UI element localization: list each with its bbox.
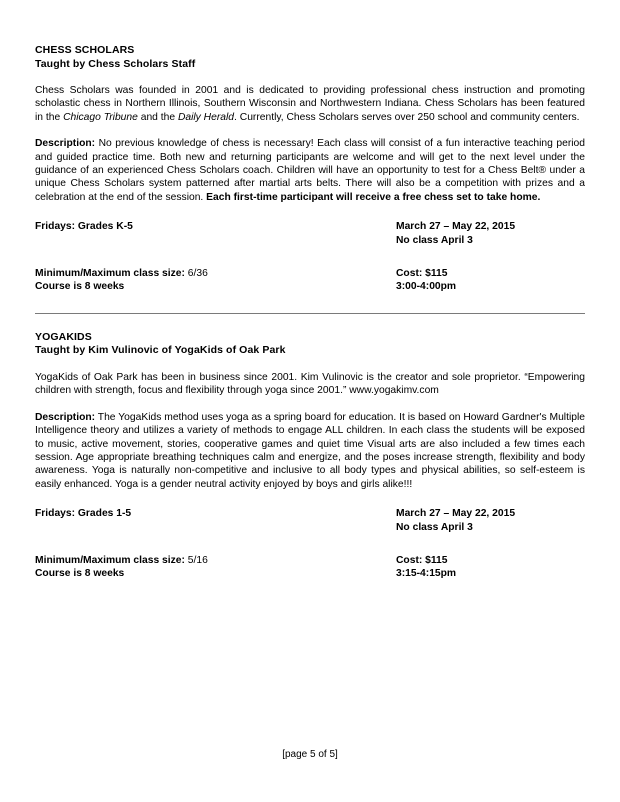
- schedule-date-range-group: [396, 220, 585, 247]
- schedule-cost-group: [396, 267, 585, 294]
- course-title: YOGAKIDS: [35, 330, 92, 343]
- course-description-paragraph: [35, 411, 585, 491]
- class-size-label: Minimum/Maximum class size:: [35, 554, 185, 566]
- intro-text-part-3: . Currently, Chess Scholars serves over 250 school and community centers.: [234, 111, 580, 123]
- class-size-label: Minimum/Maximum class size:: [35, 268, 185, 280]
- schedule-time: 3:00-4:00pm: [396, 281, 457, 293]
- description-label: Description:: [35, 411, 96, 423]
- course-section-yogakids: [35, 331, 585, 581]
- intro-text-part-2: and the: [137, 111, 178, 123]
- schedule-date-range-group: [396, 507, 585, 534]
- page-footer: [0, 748, 620, 761]
- intro-italic-publication-1: Chicago Tribune: [63, 111, 138, 123]
- schedule-class-size-line: [35, 267, 396, 280]
- schedule-size-group: [35, 267, 396, 294]
- course-section-chess-scholars: [35, 44, 585, 314]
- schedule-date-range: March 27 – May 22, 2015: [396, 221, 516, 233]
- intro-italic-publication-2: Daily Herald: [177, 111, 235, 123]
- course-instructor: Taught by Chess Scholars Staff: [35, 57, 196, 70]
- course-intro-paragraph: [35, 84, 585, 124]
- schedule-row-size-cost: [35, 554, 585, 581]
- section-spacer: [35, 314, 585, 331]
- schedule-row-day-dates: [35, 220, 585, 247]
- schedule-date-range: March 27 – May 22, 2015: [396, 508, 516, 520]
- description-label: Description:: [35, 138, 96, 150]
- intro-text-part-1: Chess Scholars was founded in 2001 and is dedicated to providing professional chess instruction and promoting scholastic chess in Northern Illinois, Southern Wisconsin and Northwestern Indiana. Chess Scholars has been featured in the: [35, 85, 585, 123]
- course-description-paragraph: [35, 137, 585, 204]
- schedule-no-class-note: No class April 3: [396, 521, 473, 533]
- schedule-day-grades: Fridays: Grades 1-5: [35, 508, 132, 520]
- course-instructor: Taught by Kim Vulinovic of YogaKids of Oak Park: [35, 344, 286, 357]
- schedule-row-size-cost: [35, 267, 585, 294]
- schedule-row-day-dates: [35, 507, 585, 534]
- schedule-spacer: [35, 534, 585, 554]
- description-body-text: The YogaKids method uses yoga as a spring board for education. It is based on Howard Gardner's Multiple Intelligence theory and utilizes a variety of methods to engage ALL children. In each class the students will be exposed to music, active movement, stories, cooperative games and quiet time Visual arts are also included a few times each session. Age appropriate breathing techniques calm and energize, and the poses increase strength, flexibility and body awareness. Yoga is naturally non-competitive and inclusive to all body types and physical abilities, so self-esteem is easily enhanced. Yoga is a gender neutral activity enjoyed by boys and girls alike!!!: [35, 411, 585, 490]
- schedule-time: 3:15-4:15pm: [396, 568, 457, 580]
- schedule-size-group: [35, 554, 396, 581]
- description-bold-highlight: Each first-time participant will receive a free chess set to take home.: [206, 191, 541, 203]
- schedule-course-length: Course is 8 weeks: [35, 281, 125, 293]
- page-number-label: [page 5 of 5]: [282, 749, 338, 760]
- course-schedule-details: [35, 507, 585, 581]
- class-size-value: 6/36: [184, 268, 208, 280]
- course-title: CHESS SCHOLARS: [35, 44, 135, 56]
- schedule-cost: Cost: $115: [396, 554, 448, 566]
- schedule-cost: Cost: $115: [396, 268, 448, 280]
- class-size-value: 5/16: [184, 554, 208, 566]
- schedule-cost-group: [396, 554, 585, 581]
- course-schedule-details: [35, 220, 585, 294]
- course-intro-paragraph: YogaKids of Oak Park has been in business since 2001. Kim Vulinovic is the creator and sole proprietor. “Empowering children with strength, focus and flexibility through yoga since 2001.” www.yogakimv.com: [35, 371, 585, 397]
- schedule-no-class-note: No class April 3: [396, 234, 473, 246]
- schedule-day-grades: Fridays: Grades K-5: [35, 221, 133, 233]
- schedule-spacer: [35, 247, 585, 267]
- schedule-course-length: Course is 8 weeks: [35, 568, 125, 580]
- description-body-text: No previous knowledge of chess is necessary! Each class will consist of a fun interactive teaching period and guided practice time. Both new and returning participants are welcome and will get to the next level under the guidance of an experienced Chess Scholars coach. Children will have an opportunity to test for a Chess Belt® under a unique Chess Scholars system patterned after martial arts belts. There will also be a competition with prizes and a celebration at the end of the session.: [35, 138, 585, 203]
- schedule-class-size-line: [35, 554, 396, 567]
